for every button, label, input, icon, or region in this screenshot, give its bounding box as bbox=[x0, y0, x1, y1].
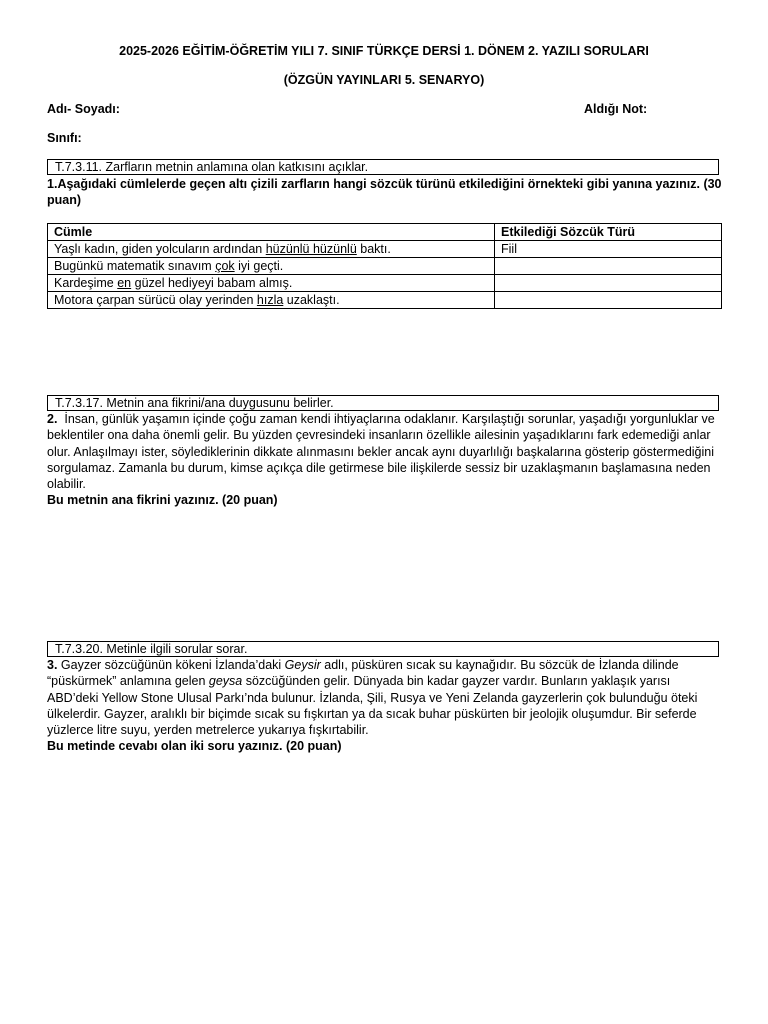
page-title: 2025-2026 EĞİTİM-ÖĞRETİM YILI 7. SINIF TÜRKÇE DERSİ 1. DÖNEM 2. YAZILI SORULARI bbox=[119, 44, 649, 58]
italic-word-geysir: Geysir bbox=[284, 658, 321, 672]
sentence-cell: Yaşlı kadın, giden yolcuların ardından hüzünlü hüzünlü baktı. bbox=[48, 241, 495, 258]
answer-cell[interactable] bbox=[495, 292, 722, 309]
q2-text: İnsan, günlük yaşamın içinde çoğu zaman kendi ihtiyaçlarına odaklanır. Karşılaştığı sorunlar, yaşadığı yorgunluklar ve beklentiler ona daha önemli gelir. Bu yüzden çevresindeki insanların özellikle ailesinin yaşadıklarını fark edemediği anlar olur. Anlaşılmayı ister, söylediklerinin dikkate alınmasını bekler ancak aynı duyarlılığı başkalarına gösterip göstermediğini sorgulamaz. Zamanla bu durum, kimse açıkça dile getirmese bile ilişkilerde sessiz bir uzaklaşmanın başlamasına neden olabilir. bbox=[47, 412, 719, 492]
sentence-cell: Motora çarpan sürücü olay yerinden hızla uzaklaştı. bbox=[48, 292, 495, 309]
q3-objective: T.7.3.20. Metinle ilgili sorular sorar. bbox=[47, 641, 719, 657]
q1-table bbox=[47, 223, 722, 309]
q1-prompt-text: Aşağıdaki cümlelerde geçen altı çizili zarfların hangi sözcük türünü etkilediğini örnekteki gibi yanına yazınız. (30 puan) bbox=[47, 177, 722, 208]
table-header-row bbox=[48, 224, 722, 241]
grade-label: Aldığı Not: bbox=[584, 102, 648, 116]
q3-prompt: Bu metinde cevabı olan iki soru yazınız. (20 puan) bbox=[47, 739, 342, 754]
underlined-adverb: çok bbox=[215, 258, 235, 273]
q2-passage bbox=[47, 411, 722, 509]
answer-cell[interactable] bbox=[495, 258, 722, 275]
q1-number: 1. bbox=[47, 177, 58, 191]
underlined-adverb: en bbox=[117, 275, 132, 290]
col-type-header: Etkilediği Sözcük Türü bbox=[495, 224, 722, 241]
underlined-adverb: hızla bbox=[256, 292, 284, 307]
table-row bbox=[48, 241, 722, 258]
underlined-adverb: hüzünlü hüzünlü bbox=[265, 241, 357, 256]
name-label: Adı- Soyadı: bbox=[47, 102, 120, 116]
q1-prompt bbox=[47, 176, 722, 209]
col-sentence-header: Cümle bbox=[48, 224, 495, 241]
q2-objective: T.7.3.17. Metnin ana fikrini/ana duygusunu belirler. bbox=[47, 395, 719, 411]
class-label: Sınıfı: bbox=[47, 131, 82, 145]
sentence-cell: Kardeşime en güzel hediyeyi babam almış. bbox=[48, 275, 495, 292]
table-row bbox=[48, 258, 722, 275]
q3-passage: 3. Gayzer sözcüğünün kökeni İzlanda’daki Geysir adlı, püsküren sıcak su kaynağıdır. Bu sözcük de İzlanda dilinde “püskürmek” anlamına gelen geysa sözcüğünden gelir. Dünyada bin kadar gayzer vardır. Bunların yaklaşık yarısı ABD’deki Yellow Stone Ulusal Parkı’nda bulunur. İzlanda, Şili, Rusya ve Yeni Zelanda gayzerlerin çok bulunduğu öteki ülkelerdir. Gayzer, aralıklı bir biçimde sıcak su fışkırtan ya da sıcak buhar püskürten bir jeolojik oluşumdur. Bir seferde yüzlerce litre suyu, yerden metrelerce yukarıya fışkırtabilir. Bu metinde cevabı olan iki soru yazınız. (20 puan) bbox=[47, 657, 722, 755]
italic-word-geysa: geysa bbox=[208, 674, 243, 689]
table-row bbox=[48, 275, 722, 292]
q3-number: 3. bbox=[47, 658, 58, 672]
sentence-cell: Bugünkü matematik sınavım çok iyi geçti. bbox=[48, 258, 495, 275]
table-row bbox=[48, 292, 722, 309]
answer-cell[interactable]: Fiil bbox=[495, 241, 722, 258]
q1-objective: T.7.3.11. Zarfların metnin anlamına olan katkısını açıklar. bbox=[47, 159, 719, 175]
answer-cell[interactable] bbox=[495, 275, 722, 292]
q2-number: 2. bbox=[47, 412, 58, 426]
page-subtitle: (ÖZGÜN YAYINLARI 5. SENARYO) bbox=[283, 73, 485, 87]
q2-prompt: Bu metnin ana fikrini yazınız. (20 puan) bbox=[47, 493, 278, 508]
